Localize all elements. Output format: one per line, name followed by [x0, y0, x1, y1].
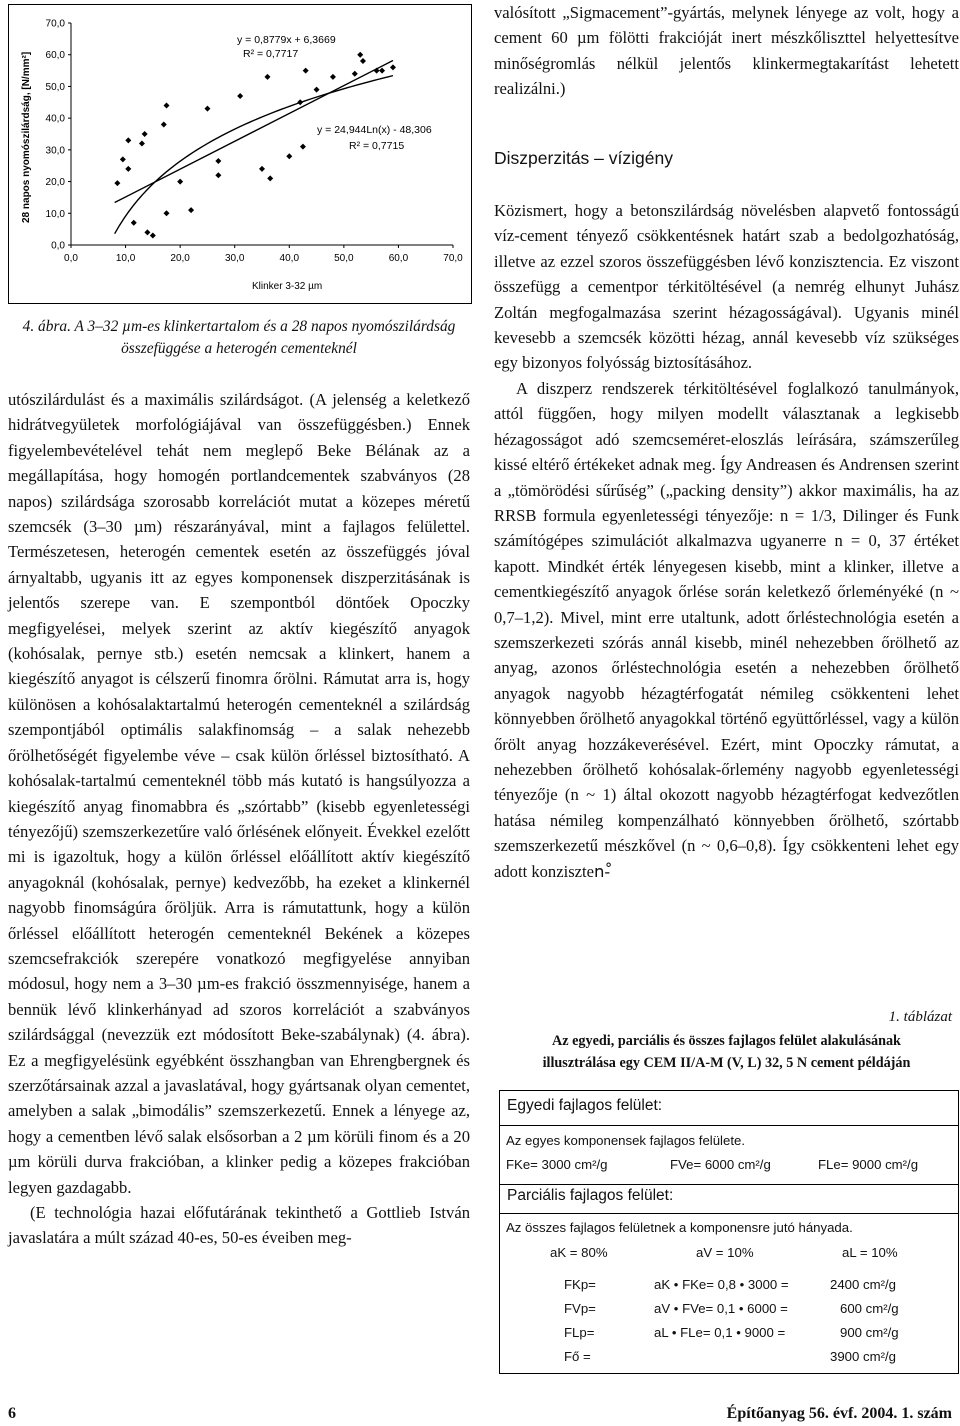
data-point: [120, 156, 126, 162]
left-text-column: [8, 387, 470, 1251]
table-section-note: Az egyes komponensek fajlagos felülete.: [506, 1133, 745, 1148]
right-text-column: [494, 0, 959, 884]
x-tick-label: 10,0: [115, 253, 136, 264]
data-point: [215, 172, 221, 178]
data-point: [161, 121, 167, 127]
chart-equation-linear: y = 0,8779x + 6,3669: [237, 34, 336, 46]
chart-r2-linear: R² = 0,7717: [243, 48, 299, 60]
body-paragraph: A diszperz rendszerek térkitöltésével foglalkozó tanulmányok, attól függően, hogy milyen modellt választanak a legkisebb hézagosságot adó szemcseméret-eloszlás leírására, számszerűleg kissé eltérő értékeket adnak meg. Így Andreasen és Andrensen szerint a „tömörödési sűrűség” („packing density”) akkor maximális, ha az RRSB formula egyenletességi tényezője: n = 1/3, Dilinger és Funk számítógépes szimulációt alkalmazva ugyanerre n = 0, 37 értéket kapott. Mindkét érték lényegesen kisebb, mint a klinker, illetve a cementkiegészítő anyagok őrlése során keletkező őrleményéké (n ~ 0,7–1,2). Mivel, mint erre utaltunk, adott őrléstechnológia esetén a szemszerkezeti szórás annál kisebb, minél nehezebben őrölhető az anyag, azonos őrléstechnológia esetén a nehezebben őrölhető anyagok nagyobb hézagtérfogatát némileg csökkenteni lehet könnyebben őrölhető anyagokkal történő együttőrléssel, vagy a külön őrölt anyag hozzákeverésével. Ezért, mint Opoczky rámutat, a nehezebben őrölhető kohósalak-őrlemény nagyobb egyenletességi tényezője (n ~ 1) által okozott nagyobb hézagtérfogat kedvezőtlen hatása némileg kompenzálható könnyebben őrölhető, szórtabb szemszerkezetű mészkővel (n ~ 0,6–0,8). Így csökkenteni lehet egy adott konzisztenْ-: [494, 378, 959, 881]
data-point: [379, 68, 385, 74]
data-point: [303, 68, 309, 74]
table-value: FKe= 3000 cm²/g: [506, 1157, 608, 1172]
chart-r2-log: R² = 0,7715: [349, 140, 405, 152]
table-divider: [500, 1213, 958, 1214]
data-point: [139, 141, 145, 147]
data-point: [150, 232, 156, 238]
figure-caption: 4. ábra. A 3–32 µm-es klinkertartalom és a 28 napos nyomószilárdság összefüggése a heterogén cementeknél: [22, 318, 456, 357]
table-section-note: Az összes fajlagos felületnek a komponensre jutó hányada.: [506, 1220, 853, 1235]
data-point: [330, 74, 336, 80]
table-row-label: Fő =: [564, 1349, 591, 1364]
data-point: [314, 87, 320, 93]
table-row-value: 600 cm²/g: [840, 1301, 899, 1316]
body-paragraph: (E technológia hazai előfutárának tekinthető a Gottlieb István javaslatára a múlt század 40-es, 50-es éveiben meg-: [8, 1203, 470, 1248]
body-paragraph: Közismert, hogy a betonszilárdság növelésben alapvető fontosságú víz-cement tényező csökkentésnek határt szab a bedolgozhatóság, illetve az ezzel szoros összefüggésben lévő konzisztencia. Ez viszont összefügg a cementpor térkitöltésével (a nemrég elhunyt Juhász Zoltán megfogalmazása szerint hézagosságával). Ugyanis minél kevesebb a szemcsék közötti hézag, annál kevesebb víz szükséges egy bizonyos folyósság biztosításához.: [494, 201, 959, 373]
x-tick-label: 30,0: [224, 253, 245, 264]
data-point: [390, 64, 396, 70]
table-title: [494, 1030, 959, 1074]
y-tick-label: 30,0: [45, 145, 65, 157]
table-title-line: illusztrálása egy CEM II/A-M (V, L) 32, 5 N cement példáján: [542, 1055, 911, 1071]
data-point: [259, 166, 265, 172]
y-tick-label: 60,0: [45, 50, 65, 62]
body-paragraph: valósított „Sigmacement”-gyártás, melynek lényege az volt, hogy a cement 60 µm fölötti frakcióját inert mészkőliszttel helyettesítve minőségromlás nélkül jelentős klinkermegtakarítást lehetett realizálni.): [494, 3, 959, 99]
data-point: [286, 153, 292, 159]
x-tick-label: 0,0: [64, 253, 78, 264]
data-point: [360, 58, 366, 64]
data-point: [188, 207, 194, 213]
y-tick-label: 20,0: [45, 177, 65, 189]
data-point: [164, 102, 170, 108]
table-ratio: aL = 10%: [842, 1245, 898, 1260]
data-point: [357, 52, 363, 58]
table-row-formula: aL • FLe= 0,1 • 9000 =: [654, 1325, 786, 1340]
x-tick-label: 70,0: [443, 253, 463, 264]
table-row-formula: aV • FVe= 0,1 • 6000 =: [654, 1301, 788, 1316]
section-heading: Diszperzitás – vízigény: [494, 147, 673, 168]
table-section-title: Egyedi fajlagos felület:: [507, 1097, 663, 1114]
page-number: 6: [8, 1405, 16, 1422]
data-point: [267, 175, 273, 181]
journal-footer: Építőanyag 56. évf. 2004. 1. szám: [726, 1405, 952, 1422]
trendline-log: [115, 76, 393, 234]
data-point: [352, 71, 358, 77]
data-point: [264, 74, 270, 80]
data-point: [215, 158, 221, 164]
y-tick-label: 10,0: [45, 208, 65, 220]
table-row-formula: aK • FKe= 0,8 • 3000 =: [654, 1277, 789, 1292]
chart-x-axis-label: Klinker 3-32 µm: [252, 281, 323, 292]
table-section-title: Parciális fajlagos felület:: [507, 1187, 674, 1204]
table-value: FVe= 6000 cm²/g: [670, 1157, 771, 1172]
data-point: [142, 131, 148, 137]
x-tick-label: 40,0: [279, 253, 300, 264]
scatter-chart: [8, 4, 472, 304]
data-point: [125, 166, 131, 172]
table-divider: [500, 1125, 958, 1126]
x-tick-label: 20,0: [170, 253, 190, 264]
table-row-label: FLp=: [564, 1325, 595, 1340]
data-point: [144, 229, 150, 235]
y-tick-label: 40,0: [45, 113, 65, 125]
table-title-line: Az egyedi, parciális és összes fajlagos felület alakulásának: [552, 1033, 901, 1049]
data-point: [125, 137, 131, 143]
data-point: [114, 180, 120, 186]
table-row-label: FVp=: [564, 1301, 596, 1316]
chart-y-axis-label: 28 napos nyomószilárdság, [N/mm²]: [21, 51, 32, 223]
data-point: [204, 106, 210, 112]
table-row-value: 2400 cm²/g: [830, 1277, 896, 1292]
data-point: [237, 93, 243, 99]
table-divider: [500, 1184, 958, 1185]
specific-surface-table: [499, 1090, 959, 1374]
table-ratio: aK = 80%: [550, 1245, 608, 1260]
chart-equation-log: y = 24,944Ln(x) - 48,306: [317, 124, 432, 136]
data-point: [164, 210, 170, 216]
x-tick-label: 60,0: [388, 253, 409, 264]
table-row-label: FKp=: [564, 1277, 596, 1292]
y-tick-label: 0,0: [51, 240, 65, 252]
table-number: 1. táblázat: [888, 1009, 952, 1025]
body-paragraph: utószilárdulást és a maximális szilárdságot. (A jelenség a keletkező hidrátvegyületek morfológiájával van összefüggésben.) Ennek figyelembevételével tehát nem meglepő Beke Bélának az a megállapítása, hogy homogén portlandcementek szabványos (28 napos) szilárdsága szorosabb korrelációt mutat a közepes méretű szemcsék (3–30 µm) részarányával, mint a fajlagos felülettel. Természetesen, heterogén cementek esetén az összefüggés jóval árnyaltabb, ugyanis itt az egyes komponensek diszperzitásának is jelentős szerepe van. E szempontból döntőek Opoczky megfigyelései, melyek szerint az aktív kiegészítő anyagok (kohósalak, pernye stb.) esetén nemcsak a klinkert, hanem a kiegészítő anyagot is célszerű finomra őrölni. Rámutat arra is, hogy különösen a kohósalaktartalmú heterogén cementeknél a szilárdság szempontjából optimális salakfinomság – a salak nehezebb őrölhetőségét figyelembe véve – csak külön őrléssel biztosítható. A kohósalak-tartalmú cementeknél több más kutató is hangsúlyozza a kiegészítő anyag finomabbra és „szórtabb” (kisebb egyenletességi tényezőjű) szemszerkezetűre való őrlésének előnyeit. Évekkel ezelőtt mi is igazoltuk, hogy a külön őrléssel előállított aktív kiegészítő anyagoknál (kohósalak, pernye) kedvezőbb, ha ezeket a klinkernél nagyobb finomságúra őröljük. Arra is rámutattunk, hogy a külön őrléssel előállított heterogén cementeknél Bekének a közepes szemcsefrakciók szerepére vonatkozó megfigyelése annyiban módosul, hogy nem a 3–30 µm-es frakció összmennyisége, hanem a bennük lévő klinkerhányad ad szoros korrelációt a szabványos szilárdsággal (nevezzük ezt módosított Beke-szabálynak) (4. ábra). Ez a megfigyelésünk egyébként összhangban van Ehrengbergnek és szerzőtársainak azzal a javaslatával, hogy gyártsanak olyan cementet, amelyben a salak „bimodális” szemszerkezetű. Ennek a lényege az, hogy a cementben lévő salak elsősorban a 2 µm körüli finom és a 20 µm körüli durva frakcióban, a klinker pedig a közepes frakcióban legyen gazdagabb.: [8, 390, 470, 1197]
data-point: [300, 144, 306, 150]
data-point: [177, 179, 183, 185]
data-point: [131, 220, 137, 226]
x-tick-label: 50,0: [334, 253, 354, 264]
y-tick-label: 70,0: [45, 18, 65, 30]
table-ratio: aV = 10%: [696, 1245, 754, 1260]
table-value: FLe= 9000 cm²/g: [818, 1157, 919, 1172]
y-tick-label: 50,0: [45, 81, 65, 93]
table-row-value: 3900 cm²/g: [830, 1349, 896, 1364]
table-row-value: 900 cm²/g: [840, 1325, 899, 1340]
